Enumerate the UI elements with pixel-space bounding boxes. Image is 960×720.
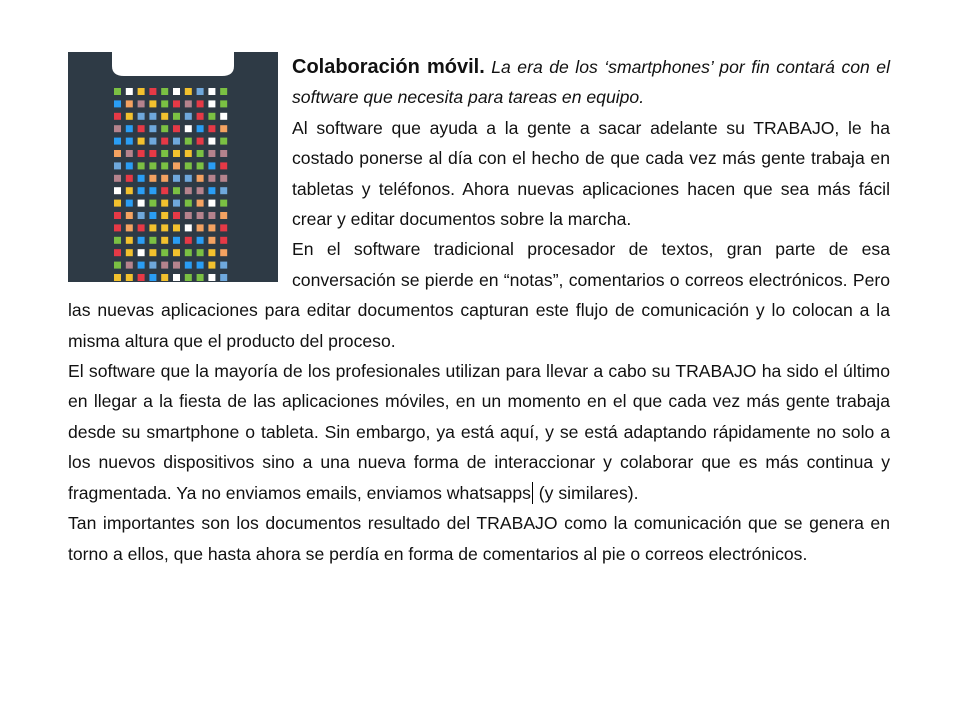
grid-square [197,162,204,169]
grid-square [138,187,145,194]
grid-square [208,88,215,95]
grid-square [185,113,192,120]
paragraph-3-end: (y similares). [533,482,639,503]
grid-square [220,88,227,95]
grid-square [197,200,204,207]
grid-square [126,150,133,157]
grid-square [161,162,168,169]
grid-square [114,162,121,169]
grid-square [220,262,227,269]
grid-square [161,100,168,107]
grid-square [173,200,180,207]
grid-square [114,187,121,194]
grid-square [208,237,215,244]
grid-square [149,125,156,132]
grid-square [161,138,168,145]
grid-square [220,237,227,244]
grid-square [185,237,192,244]
grid-square [208,249,215,256]
grid-square [161,88,168,95]
grid-square [220,113,227,120]
grid-square [149,113,156,120]
grid-square [114,88,121,95]
grid-square [126,138,133,145]
grid-square [161,212,168,219]
grid-square [149,88,156,95]
grid-square [220,125,227,132]
grid-square [220,100,227,107]
grid-square [220,187,227,194]
grid-square [114,262,121,269]
grid-square [197,274,204,281]
grid-square [173,138,180,145]
grid-square [149,262,156,269]
grid-square [185,262,192,269]
grid-square [149,100,156,107]
grid-square [173,249,180,256]
grid-square [161,249,168,256]
grid-square [173,88,180,95]
grid-square [208,150,215,157]
grid-square [220,200,227,207]
grid-square [161,262,168,269]
grid-square [138,125,145,132]
grid-square [126,224,133,231]
grid-square [173,212,180,219]
grid-square [114,175,121,182]
grid-square [149,175,156,182]
grid-square [220,224,227,231]
article-title: Colaboración móvil [292,56,480,78]
grid-square [173,162,180,169]
grid-square [185,100,192,107]
grid-square [161,237,168,244]
grid-square [208,125,215,132]
grid-square [161,224,168,231]
grid-square [161,274,168,281]
grid-square [208,162,215,169]
grid-square [185,175,192,182]
grid-square [161,187,168,194]
paragraph-2: En el software tradicional procesador de textos, gran parte de esa conversación se pierde en “notas”, comentarios o correos electrónicos. Pero las nuevas aplicaciones para editar documentos capturan este flujo de comunicación y lo colocan a la misma altura que el producto del proceso. [68,239,890,351]
grid-square [173,125,180,132]
grid-square [138,113,145,120]
grid-square [173,274,180,281]
grid-square [161,125,168,132]
grid-square [149,138,156,145]
article-subtitle: La era de los ‘smartphones’ por fin contará con el software que necesita para tareas en equipo. [292,57,891,108]
grid-square [126,113,133,120]
grid-square [197,125,204,132]
cloud-shape [112,52,234,76]
article-title-period: . [479,56,485,78]
grid-square [208,224,215,231]
paragraph-1: Al software que ayuda a la gente a sacar adelante su TRABAJO, le ha costado ponerse al día con el hecho de que cada vez más gente trabaja en tabletas y teléfonos. Ahora nuevas aplicaciones hacen que sea más fácil crear y editar documentos sobre la marcha. [292,117,890,230]
grid-square [173,150,180,157]
grid-square [208,100,215,107]
grid-square [208,274,215,281]
grid-square [138,88,145,95]
grid-square [197,187,204,194]
grid-square [208,175,215,182]
grid-square [161,150,168,157]
grid-square [208,187,215,194]
grid-square [197,88,204,95]
grid-square [185,200,192,207]
grid-square [126,88,133,95]
grid-square [138,212,145,219]
grid-square [126,249,133,256]
grid-square [208,138,215,145]
grid-square [114,237,121,244]
grid-square [185,224,192,231]
grid-square [126,162,133,169]
grid-square [149,249,156,256]
grid-square [185,249,192,256]
grid-square [220,150,227,157]
grid-square [114,274,121,281]
grid-square [208,113,215,120]
grid-square [208,212,215,219]
grid-square [149,237,156,244]
grid-square [185,212,192,219]
grid-square [126,125,133,132]
grid-square [138,200,145,207]
grid-square [185,162,192,169]
grid-square [173,262,180,269]
grid-square [126,274,133,281]
grid-square [138,100,145,107]
grid-square [149,274,156,281]
grid-square [197,100,204,107]
grid-square [138,249,145,256]
paragraph-3 [68,356,890,508]
grid-square [173,237,180,244]
grid-square [197,224,204,231]
grid-square [126,262,133,269]
grid-square [220,274,227,281]
grid-square [173,100,180,107]
grid-square [161,200,168,207]
grid-square [197,150,204,157]
grid-square [220,212,227,219]
grid-square [114,138,121,145]
grid-square [138,237,145,244]
grid-square [149,162,156,169]
grid-square [114,249,121,256]
grid-square [138,150,145,157]
grid-square [126,175,133,182]
grid-square [208,262,215,269]
grid-square [126,200,133,207]
grid-square [138,224,145,231]
grid-square [197,262,204,269]
grid-square [173,187,180,194]
grid-square [126,100,133,107]
phone-grid-icon [68,52,278,282]
grid-square [173,175,180,182]
grid-square [138,138,145,145]
grid-square [208,200,215,207]
grid-square [161,113,168,120]
grid-square [114,100,121,107]
grid-square [126,237,133,244]
grid-square [114,212,121,219]
grid-square [114,150,121,157]
grid-square [185,88,192,95]
grid-square [220,162,227,169]
grid-square [197,237,204,244]
grid-square [220,138,227,145]
grid-square [173,224,180,231]
grid-square [197,113,204,120]
grid-square [197,249,204,256]
paragraph-3-text: El software que la mayoría de los profesionales utilizan para llevar a cabo su TRABAJO ha sido el último en llegar a la fiesta de las aplicaciones móviles, en un momento en el que cada vez más gente trabaja desde su smartphone o tableta. Sin embargo, ya está aquí, y se está adaptando rápidamente no solo a los nuevos dispositivos sino a una nueva forma de interaccionar y colaborar que es más continua y fragmentada. Ya no enviamos emails, enviamos whatsapps [68,361,890,503]
grid-square [114,200,121,207]
grid-square [149,150,156,157]
grid-square [220,249,227,256]
grid-square [138,162,145,169]
grid-square [114,125,121,132]
grid-square [185,274,192,281]
grid-square [138,262,145,269]
grid-square [161,175,168,182]
grid-square [173,113,180,120]
grid-square [185,138,192,145]
grid-square [149,224,156,231]
grid-square [114,113,121,120]
grid-square [185,187,192,194]
grid-square [126,212,133,219]
grid-square [197,212,204,219]
grid-square [126,187,133,194]
grid-square [149,200,156,207]
grid-square [149,187,156,194]
grid-square [185,125,192,132]
grid-square [138,274,145,281]
grid-square [138,175,145,182]
illustration-graphic [68,52,278,282]
grid-square [114,224,121,231]
text-cursor[interactable] [532,482,533,504]
document-body [68,52,890,569]
paragraph-4: Tan importantes son los documentos resultado del TRABAJO como la comunicación que se genera en torno a ellos, que hasta ahora se perdía en forma de comentarios al pie o correos electrónicos. [68,513,890,564]
grid-square [197,138,204,145]
grid-square [185,150,192,157]
grid-square [220,175,227,182]
grid-square [197,175,204,182]
grid-square [149,212,156,219]
